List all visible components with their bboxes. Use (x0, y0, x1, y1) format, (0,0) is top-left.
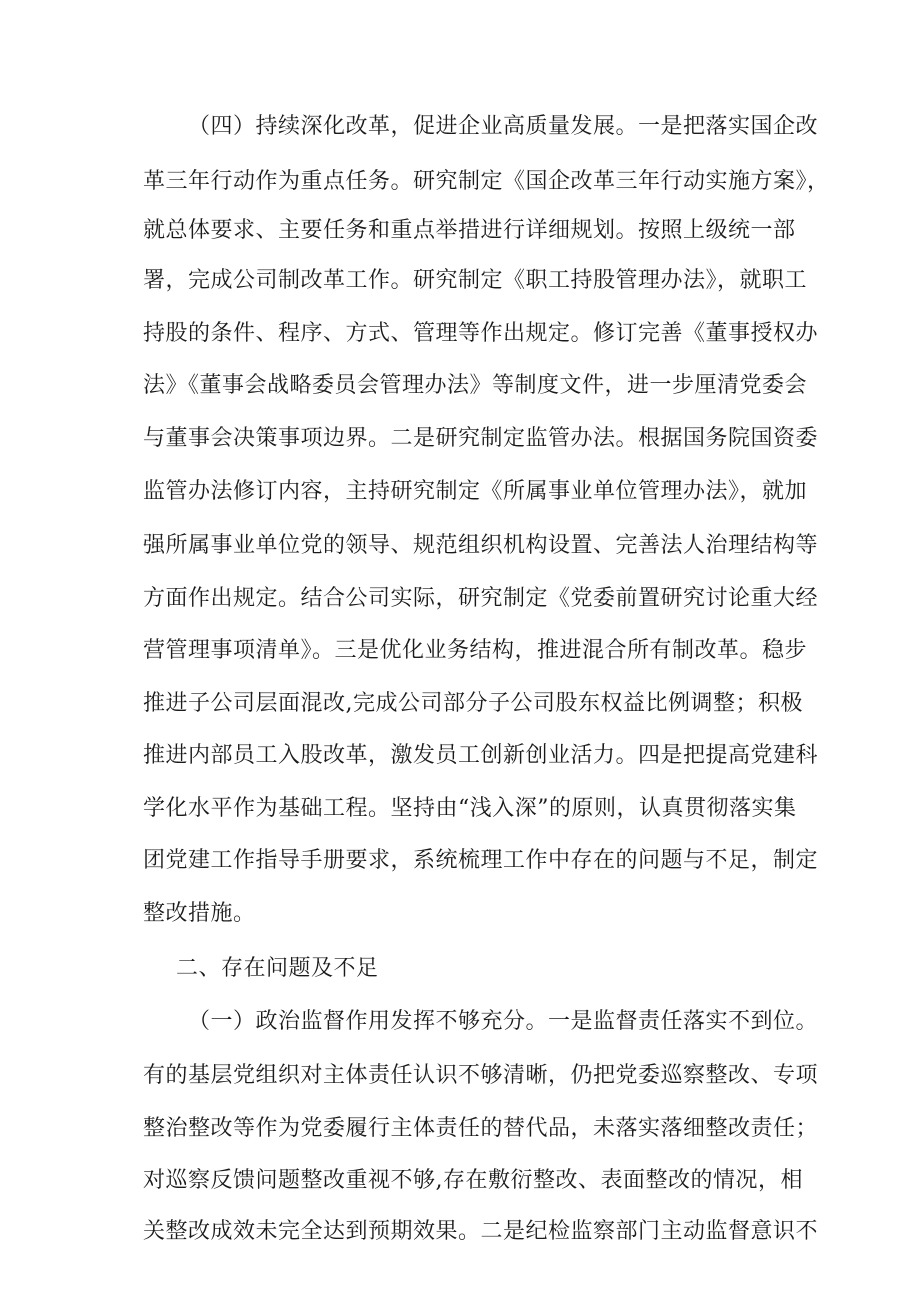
paragraph-4-line-5: 持股的条件、程序、方式、管理等作出规定。修订完善《董事授权办 (143, 321, 819, 346)
paragraph-1-line-1: （一）政治监督作用发挥不够充分。一是监督责任落实不到位。 (188, 1009, 819, 1034)
paragraph-4-line-12: 推进子公司层面混改,完成公司部分子公司股东权益比例调整；积极 (143, 691, 803, 716)
paragraph-4-line-2: 革三年行动作为重点任务。研究制定《国企改革三年行动实施方案》， (143, 169, 830, 194)
paragraph-4-line-16: 整改措施。 (143, 901, 256, 926)
paragraph-4-line-13: 推进内部员工入股改革，激发员工创新创业活力。四是把提高党建科 (143, 743, 819, 768)
paragraph-1-line-2: 有的基层党组织对主体责任认识不够清晰，仍把党委巡察整改、专项 (143, 1063, 819, 1088)
paragraph-4-line-1: （四）持续深化改革，促进企业高质量发展。一是把落实国企改 (188, 114, 819, 139)
paragraph-1-line-5: 关整改成效未完全达到预期效果。二是纪检监察部门主动监督意识不 (143, 1219, 819, 1244)
paragraph-4-line-6: 法》《董事会战略委员会管理办法》等制度文件，进一步厘清党委会 (143, 373, 808, 398)
section-heading: 二、存在问题及不足 (176, 956, 379, 981)
paragraph-4-line-8: 监管办法修订内容，主持研究制定《所属事业单位管理办法》，就加 (143, 479, 808, 504)
paragraph-4-line-14: 学化水平作为基础工程。坚持由“浅入深”的原则，认真贯彻落实集 (143, 796, 797, 821)
paragraph-4-line-4: 署，完成公司制改革工作。研究制定《职工持股管理办法》，就职工 (143, 268, 808, 293)
paragraph-4-line-15: 团党建工作指导手册要求，系统梳理工作中存在的问题与不足，制定 (143, 848, 819, 873)
paragraph-4-line-10: 方面作出规定。结合公司实际，研究制定《党委前置研究讨论重大经 (143, 586, 819, 611)
paragraph-4-line-3: 就总体要求、主要任务和重点举措进行详细规划。按照上级统一部 (143, 218, 796, 243)
paragraph-1-line-3: 整治整改等作为党委履行主体责任的替代品，未落实落细整改责任； (143, 1116, 819, 1141)
paragraph-4-line-7: 与董事会决策事项边界。二是研究制定监管办法。根据国务院国资委 (143, 426, 819, 451)
paragraph-4-line-11: 营管理事项清单》。三是优化业务结构，推进混合所有制改革。稳步 (143, 638, 808, 663)
paragraph-1-line-4: 对巡察反馈问题整改重视不够,存在敷衍整改、表面整改的情况，相 (143, 1168, 803, 1193)
paragraph-4-line-9: 强所属事业单位党的领导、规范组织机构设置、完善法人治理结构等 (143, 533, 819, 558)
